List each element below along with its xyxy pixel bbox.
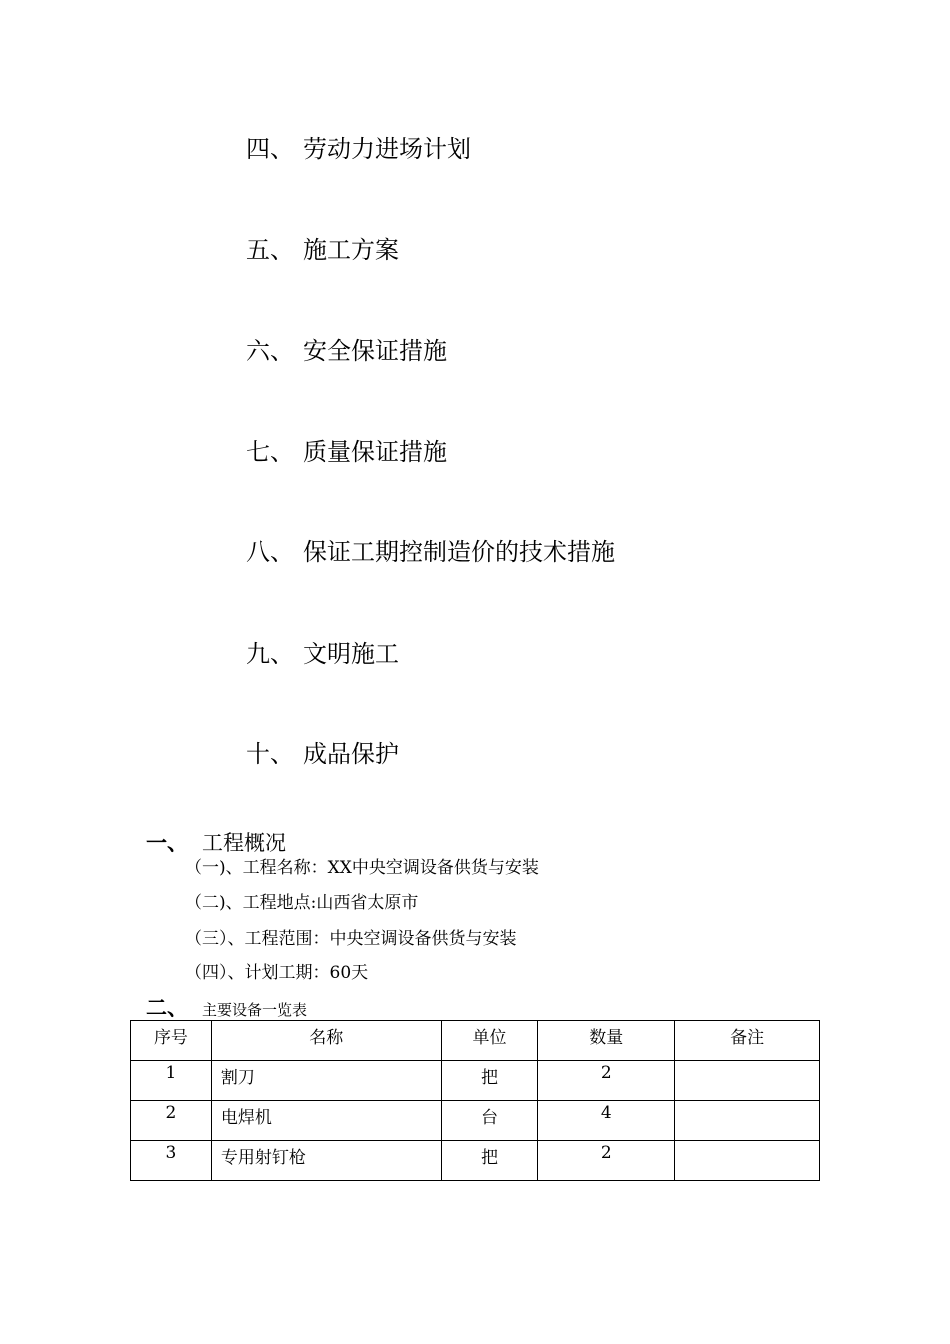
project-duration-line: （四）、计划工期：60天: [185, 963, 369, 983]
section-heading-overview: [146, 830, 286, 856]
header-remarks: 备注: [675, 1021, 820, 1061]
table-row: [131, 1101, 820, 1141]
toc-item-4: [246, 134, 471, 164]
header-name: 名称: [211, 1021, 441, 1061]
toc-item-9: [246, 639, 399, 669]
table-row: [131, 1141, 820, 1181]
section-number: 二、: [146, 996, 188, 1020]
toc-text: 施工方案: [303, 236, 399, 264]
toc-text: 文明施工: [303, 640, 399, 668]
toc-text: 成品保护: [303, 740, 399, 768]
equipment-table: [130, 1020, 820, 1181]
toc-number: 六、: [246, 337, 294, 365]
cell-remarks: [675, 1061, 820, 1101]
toc-item-7: [246, 437, 447, 467]
cell-name: 电焊机: [211, 1101, 441, 1141]
cell-name: 割刀: [211, 1061, 441, 1101]
section-heading-equipment: [146, 996, 307, 1022]
toc-number: 四、: [246, 135, 294, 163]
toc-text: 质量保证措施: [303, 438, 447, 466]
section-title: 工程概况: [202, 831, 286, 855]
toc-number: 八、: [246, 538, 294, 566]
toc-text: 安全保证措施: [303, 337, 447, 365]
toc-item-10: [246, 739, 399, 769]
project-location-line: （二)、工程地点:山西省太原市: [185, 893, 419, 913]
cell-serial: 3: [131, 1141, 212, 1181]
header-quantity: 数量: [538, 1021, 675, 1061]
toc-number: 七、: [246, 438, 294, 466]
toc-item-6: [246, 336, 447, 366]
header-unit: 单位: [441, 1021, 538, 1061]
cell-remarks: [675, 1141, 820, 1181]
cell-serial: 1: [131, 1061, 212, 1101]
toc-text: 保证工期控制造价的技术措施: [303, 538, 615, 566]
cell-unit: 台: [441, 1101, 538, 1141]
table-row: [131, 1061, 820, 1101]
cell-name: 专用射钉枪: [211, 1141, 441, 1181]
cell-quantity: 2: [538, 1061, 675, 1101]
cell-serial: 2: [131, 1101, 212, 1141]
cell-unit: 把: [441, 1141, 538, 1181]
cell-unit: 把: [441, 1061, 538, 1101]
project-name-line: （一)、工程名称：XX中央空调设备供货与安装: [185, 858, 539, 878]
cell-remarks: [675, 1101, 820, 1141]
toc-item-8: [246, 537, 615, 567]
section-number: 一、: [146, 831, 188, 855]
toc-text: 劳动力进场计划: [303, 135, 471, 163]
cell-quantity: 4: [538, 1101, 675, 1141]
toc-number: 十、: [246, 740, 294, 768]
toc-number: 五、: [246, 236, 294, 264]
toc-number: 九、: [246, 640, 294, 668]
table-header-row: [131, 1021, 820, 1061]
project-scope-line: （三）、工程范围：中央空调设备供货与安装: [185, 929, 517, 949]
section-title: 主要设备一览表: [202, 1001, 308, 1019]
toc-item-5: [246, 235, 399, 265]
cell-quantity: 2: [538, 1141, 675, 1181]
header-serial: 序号: [131, 1021, 212, 1061]
